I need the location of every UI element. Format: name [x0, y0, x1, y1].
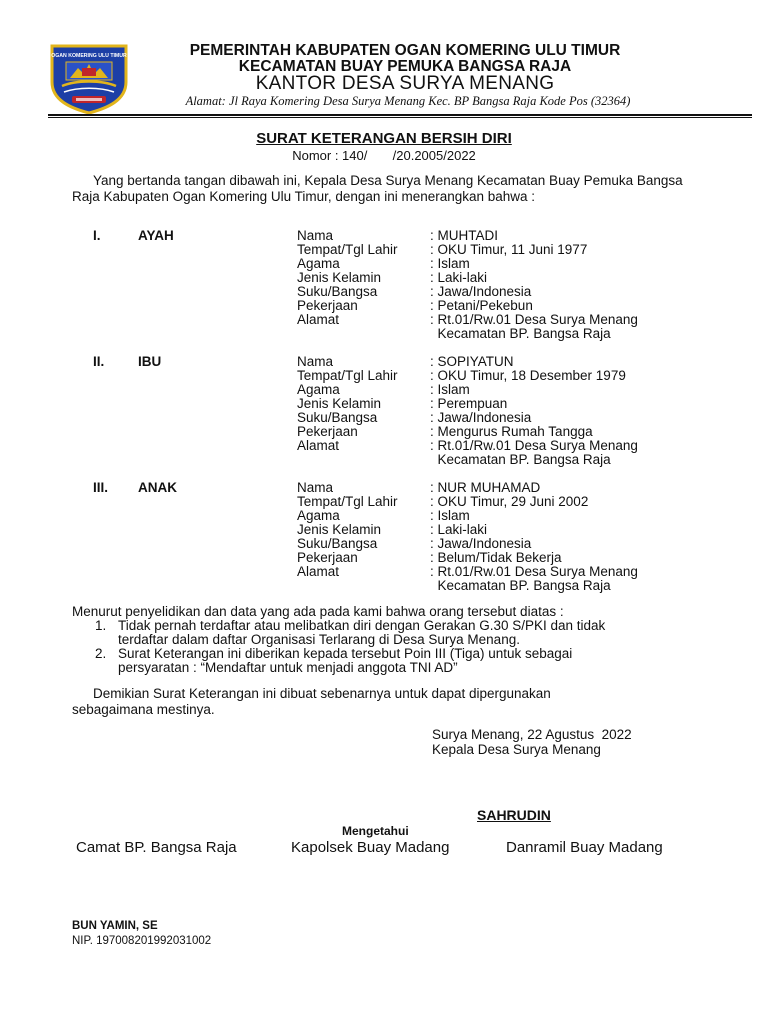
field-label: Suku/Bangsa: [297, 410, 378, 425]
field-label: Agama: [297, 382, 340, 397]
camat-nip: NIP. 197008201992031002: [72, 935, 212, 947]
document-title: SURAT KETERANGAN BERSIH DIRI: [256, 130, 512, 147]
field-value: : NUR MUHAMAD: [430, 480, 541, 495]
field-value: : Islam: [430, 508, 470, 523]
field-value: : Jawa/Indonesia: [430, 536, 532, 551]
field-label: Alamat: [297, 438, 340, 453]
field-label: Tempat/Tgl Lahir: [297, 494, 398, 509]
field-value: : Rt.01/Rw.01 Desa Surya Menang: [430, 312, 638, 327]
letterhead-rule: [48, 114, 752, 116]
field-value: : Petani/Pekebun: [430, 298, 533, 313]
logo-caption: OGAN KOMERING ULU TIMUR: [51, 53, 127, 59]
signature-position: Kepala Desa Surya Menang: [432, 742, 601, 757]
intro-paragraph: Yang bertanda tangan dibawah ini, Kepala Desa Surya Menang Kecamatan Buay Pemuka Bangsa Raja Kabupaten Ogan Komering Ulu Timur, dengan ini menerangkan bahwa :: [72, 173, 683, 204]
field-label: Jenis Kelamin: [297, 270, 382, 285]
letterhead-address: Alamat: Jl Raya Komering Desa Surya Menang Kec. BP Bangsa Raja Kode Pos (32364): [185, 94, 631, 108]
field-label: Pekerjaan: [297, 298, 358, 313]
finding-line: Surat Keterangan ini diberikan kepada tersebut Poin III (Tiga) untuk sebagai: [118, 646, 573, 661]
letterhead-rule-thin: [48, 117, 752, 118]
field-value: : OKU Timur, 11 Juni 1977: [430, 242, 588, 257]
field-value: : OKU Timur, 29 Juni 2002: [430, 494, 589, 509]
findings-intro: Menurut penyelidikan dan data yang ada pada kami bahwa orang tersebut diatas :: [72, 604, 564, 619]
field-label: Tempat/Tgl Lahir: [297, 368, 398, 383]
field-value: : OKU Timur, 18 Desember 1979: [430, 368, 626, 383]
field-value-continued: Kecamatan BP. Bangsa Raja: [430, 452, 611, 467]
section-number: I.: [93, 228, 101, 243]
field-value: : Islam: [430, 382, 470, 397]
finding-line: Tidak pernah terdaftar atau melibatkan diri dengan Gerakan G.30 S/PKI dan tidak: [118, 618, 606, 633]
field-value: : Belum/Tidak Bekerja: [430, 550, 562, 565]
field-value: : Laki-laki: [430, 270, 488, 285]
kapolsek-title: Kapolsek Buay Madang: [291, 839, 450, 856]
field-value: : Jawa/Indonesia: [430, 284, 532, 299]
field-value: : Jawa/Indonesia: [430, 410, 532, 425]
field-value: : MUHTADI: [430, 228, 498, 243]
acknowledgement-label: Mengetahui: [342, 824, 409, 838]
field-value: : Laki-laki: [430, 522, 488, 537]
signature-place-date: Surya Menang, 22 Agustus 2022: [432, 727, 632, 742]
field-label: Agama: [297, 508, 340, 523]
field-label: Alamat: [297, 312, 340, 327]
section-number: III.: [93, 480, 109, 495]
section-label: AYAH: [138, 228, 174, 243]
field-label: Agama: [297, 256, 340, 271]
field-value: : Mengurus Rumah Tangga: [430, 424, 593, 439]
field-value-continued: Kecamatan BP. Bangsa Raja: [430, 578, 611, 593]
field-label: Tempat/Tgl Lahir: [297, 242, 398, 257]
regency-crest-icon: [48, 42, 130, 114]
danramil-title: Danramil Buay Madang: [506, 839, 663, 856]
finding-number: 2.: [95, 646, 107, 661]
field-label: Alamat: [297, 564, 340, 579]
field-label: Suku/Bangsa: [297, 284, 378, 299]
field-value: : Rt.01/Rw.01 Desa Surya Menang: [430, 438, 638, 453]
field-label: Jenis Kelamin: [297, 522, 382, 537]
field-label: Nama: [297, 228, 334, 243]
letterhead-government: PEMERINTAH KABUPATEN OGAN KOMERING ULU TIMUR: [189, 42, 621, 59]
camat-name: BUN YAMIN, SE: [72, 920, 158, 932]
document-number: Nomor : 140/ /20.2005/2022: [292, 148, 476, 163]
signatory-name: SAHRUDIN: [477, 807, 551, 823]
finding-number: 1.: [95, 618, 107, 633]
field-value: : Rt.01/Rw.01 Desa Surya Menang: [430, 564, 638, 579]
field-label: Nama: [297, 354, 334, 369]
field-value-continued: Kecamatan BP. Bangsa Raja: [430, 326, 611, 341]
letterhead-district: KECAMATAN BUAY PEMUKA BANGSA RAJA: [238, 58, 572, 75]
closing-paragraph: Demikian Surat Keterangan ini dibuat sebenarnya untuk dapat dipergunakan sebagaimana mestinya.: [72, 686, 551, 717]
section-label: ANAK: [138, 480, 177, 495]
section-number: II.: [93, 354, 105, 369]
field-label: Pekerjaan: [297, 550, 358, 565]
section-label: IBU: [138, 354, 162, 369]
finding-line: terdaftar dalam daftar Organisasi Terlarang di Desa Surya Menang.: [118, 632, 520, 647]
camat-title: Camat BP. Bangsa Raja: [76, 839, 237, 856]
field-label: Nama: [297, 480, 334, 495]
letterhead-office: KANTOR DESA SURYA MENANG: [255, 73, 555, 94]
field-value: : Islam: [430, 256, 470, 271]
finding-line: persyaratan : “Mendaftar untuk menjadi anggota TNI AD”: [118, 660, 458, 675]
field-label: Jenis Kelamin: [297, 396, 382, 411]
field-value: : Perempuan: [430, 396, 508, 411]
field-label: Pekerjaan: [297, 424, 358, 439]
field-value: : SOPIYATUN: [430, 354, 514, 369]
field-label: Suku/Bangsa: [297, 536, 378, 551]
